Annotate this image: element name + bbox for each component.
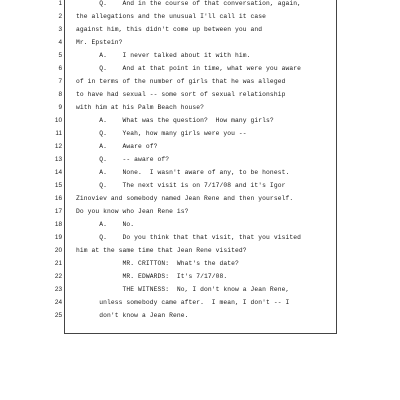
transcript-line	[0, 23, 400, 36]
line-text: to have had sexual -- some sort of sexual relationship	[76, 91, 286, 98]
line-number: 14	[54, 169, 62, 176]
line-text: A. Aware of?	[76, 143, 158, 150]
line-text: Q. Do you think that that visit, that you visited	[76, 234, 301, 241]
line-number: 8	[58, 91, 62, 98]
transcript-line	[0, 270, 400, 283]
line-text: MR. EDWARDS: It's 7/17/08.	[76, 273, 228, 280]
line-text: Do you know who Jean Rene is?	[76, 208, 189, 215]
line-text: A. I never talked about it with him.	[76, 52, 251, 59]
transcript-line	[0, 101, 400, 114]
line-text: MR. CRITTON: What's the date?	[76, 260, 239, 267]
line-text: Q. The next visit is on 7/17/08 and it's Igor	[76, 182, 286, 189]
line-number: 23	[54, 286, 62, 293]
line-number: 15	[54, 182, 62, 189]
transcript-line	[0, 309, 400, 322]
transcript-line	[0, 0, 400, 10]
transcript-line	[0, 244, 400, 257]
line-number: 16	[54, 195, 62, 202]
transcript-line	[0, 283, 400, 296]
line-number: 1	[58, 0, 62, 7]
line-text: THE WITNESS: No, I don't know a Jean Rene,	[76, 286, 290, 293]
line-number: 11	[55, 130, 62, 137]
line-text: Q. -- aware of?	[76, 156, 170, 163]
transcript-line	[0, 296, 400, 309]
line-text: A. What was the question? How many girls?	[76, 117, 274, 124]
line-number: 22	[54, 273, 62, 280]
line-number: 19	[54, 234, 62, 241]
transcript-line	[0, 62, 400, 75]
line-number: 4	[58, 39, 62, 46]
line-number: 5	[58, 52, 62, 59]
line-text: don't know a Jean Rene.	[76, 312, 189, 319]
line-number: 7	[58, 78, 62, 85]
line-text: the allegations and the unusual I'll call it case	[76, 13, 267, 20]
transcript-line	[0, 153, 400, 166]
line-text: Q. Yeah, how many girls were you --	[76, 130, 247, 137]
line-number: 9	[58, 104, 62, 111]
line-text: Zinoviev and somebody named Jean Rene and then yourself.	[76, 195, 294, 202]
transcript-line	[0, 127, 400, 140]
transcript-line	[0, 140, 400, 153]
line-text: unless somebody came after. I mean, I don't -- I	[76, 299, 290, 306]
transcript-line	[0, 114, 400, 127]
transcript-line	[0, 75, 400, 88]
transcript-line	[0, 88, 400, 101]
line-text: against him, this didn't come up between you and	[76, 26, 263, 33]
transcript-line	[0, 36, 400, 49]
transcript-line	[0, 179, 400, 192]
line-text: Q. And at that point in time, what were you aware	[76, 65, 301, 72]
line-number: 3	[58, 26, 62, 33]
line-number: 13	[54, 156, 62, 163]
transcript-line	[0, 166, 400, 179]
line-number: 18	[54, 221, 62, 228]
line-text: him at the same time that Jean Rene visited?	[76, 247, 247, 254]
line-number: 10	[54, 117, 62, 124]
transcript-line	[0, 192, 400, 205]
line-text: A. None. I wasn't aware of any, to be honest.	[76, 169, 290, 176]
transcript-line	[0, 257, 400, 270]
transcript-line	[0, 218, 400, 231]
transcript-line	[0, 205, 400, 218]
transcript-line	[0, 231, 400, 244]
line-text: of in terms of the number of girls that he was alleged	[76, 78, 286, 85]
line-text: Mr. Epstein?	[76, 39, 123, 46]
line-number: 20	[54, 247, 62, 254]
bottom-rule	[64, 333, 337, 334]
line-text: A. No.	[76, 221, 135, 228]
transcript-line	[0, 49, 400, 62]
transcript-line	[0, 10, 400, 23]
line-number: 12	[54, 143, 62, 150]
line-text: with him at his Palm Beach house?	[76, 104, 204, 111]
line-number: 17	[54, 208, 62, 215]
line-number: 6	[58, 65, 62, 72]
line-number: 21	[54, 260, 62, 267]
line-number: 25	[54, 312, 62, 319]
line-number: 24	[54, 299, 62, 306]
line-number: 2	[58, 13, 62, 20]
line-text: Q. And in the course of that conversation, again,	[76, 0, 301, 7]
